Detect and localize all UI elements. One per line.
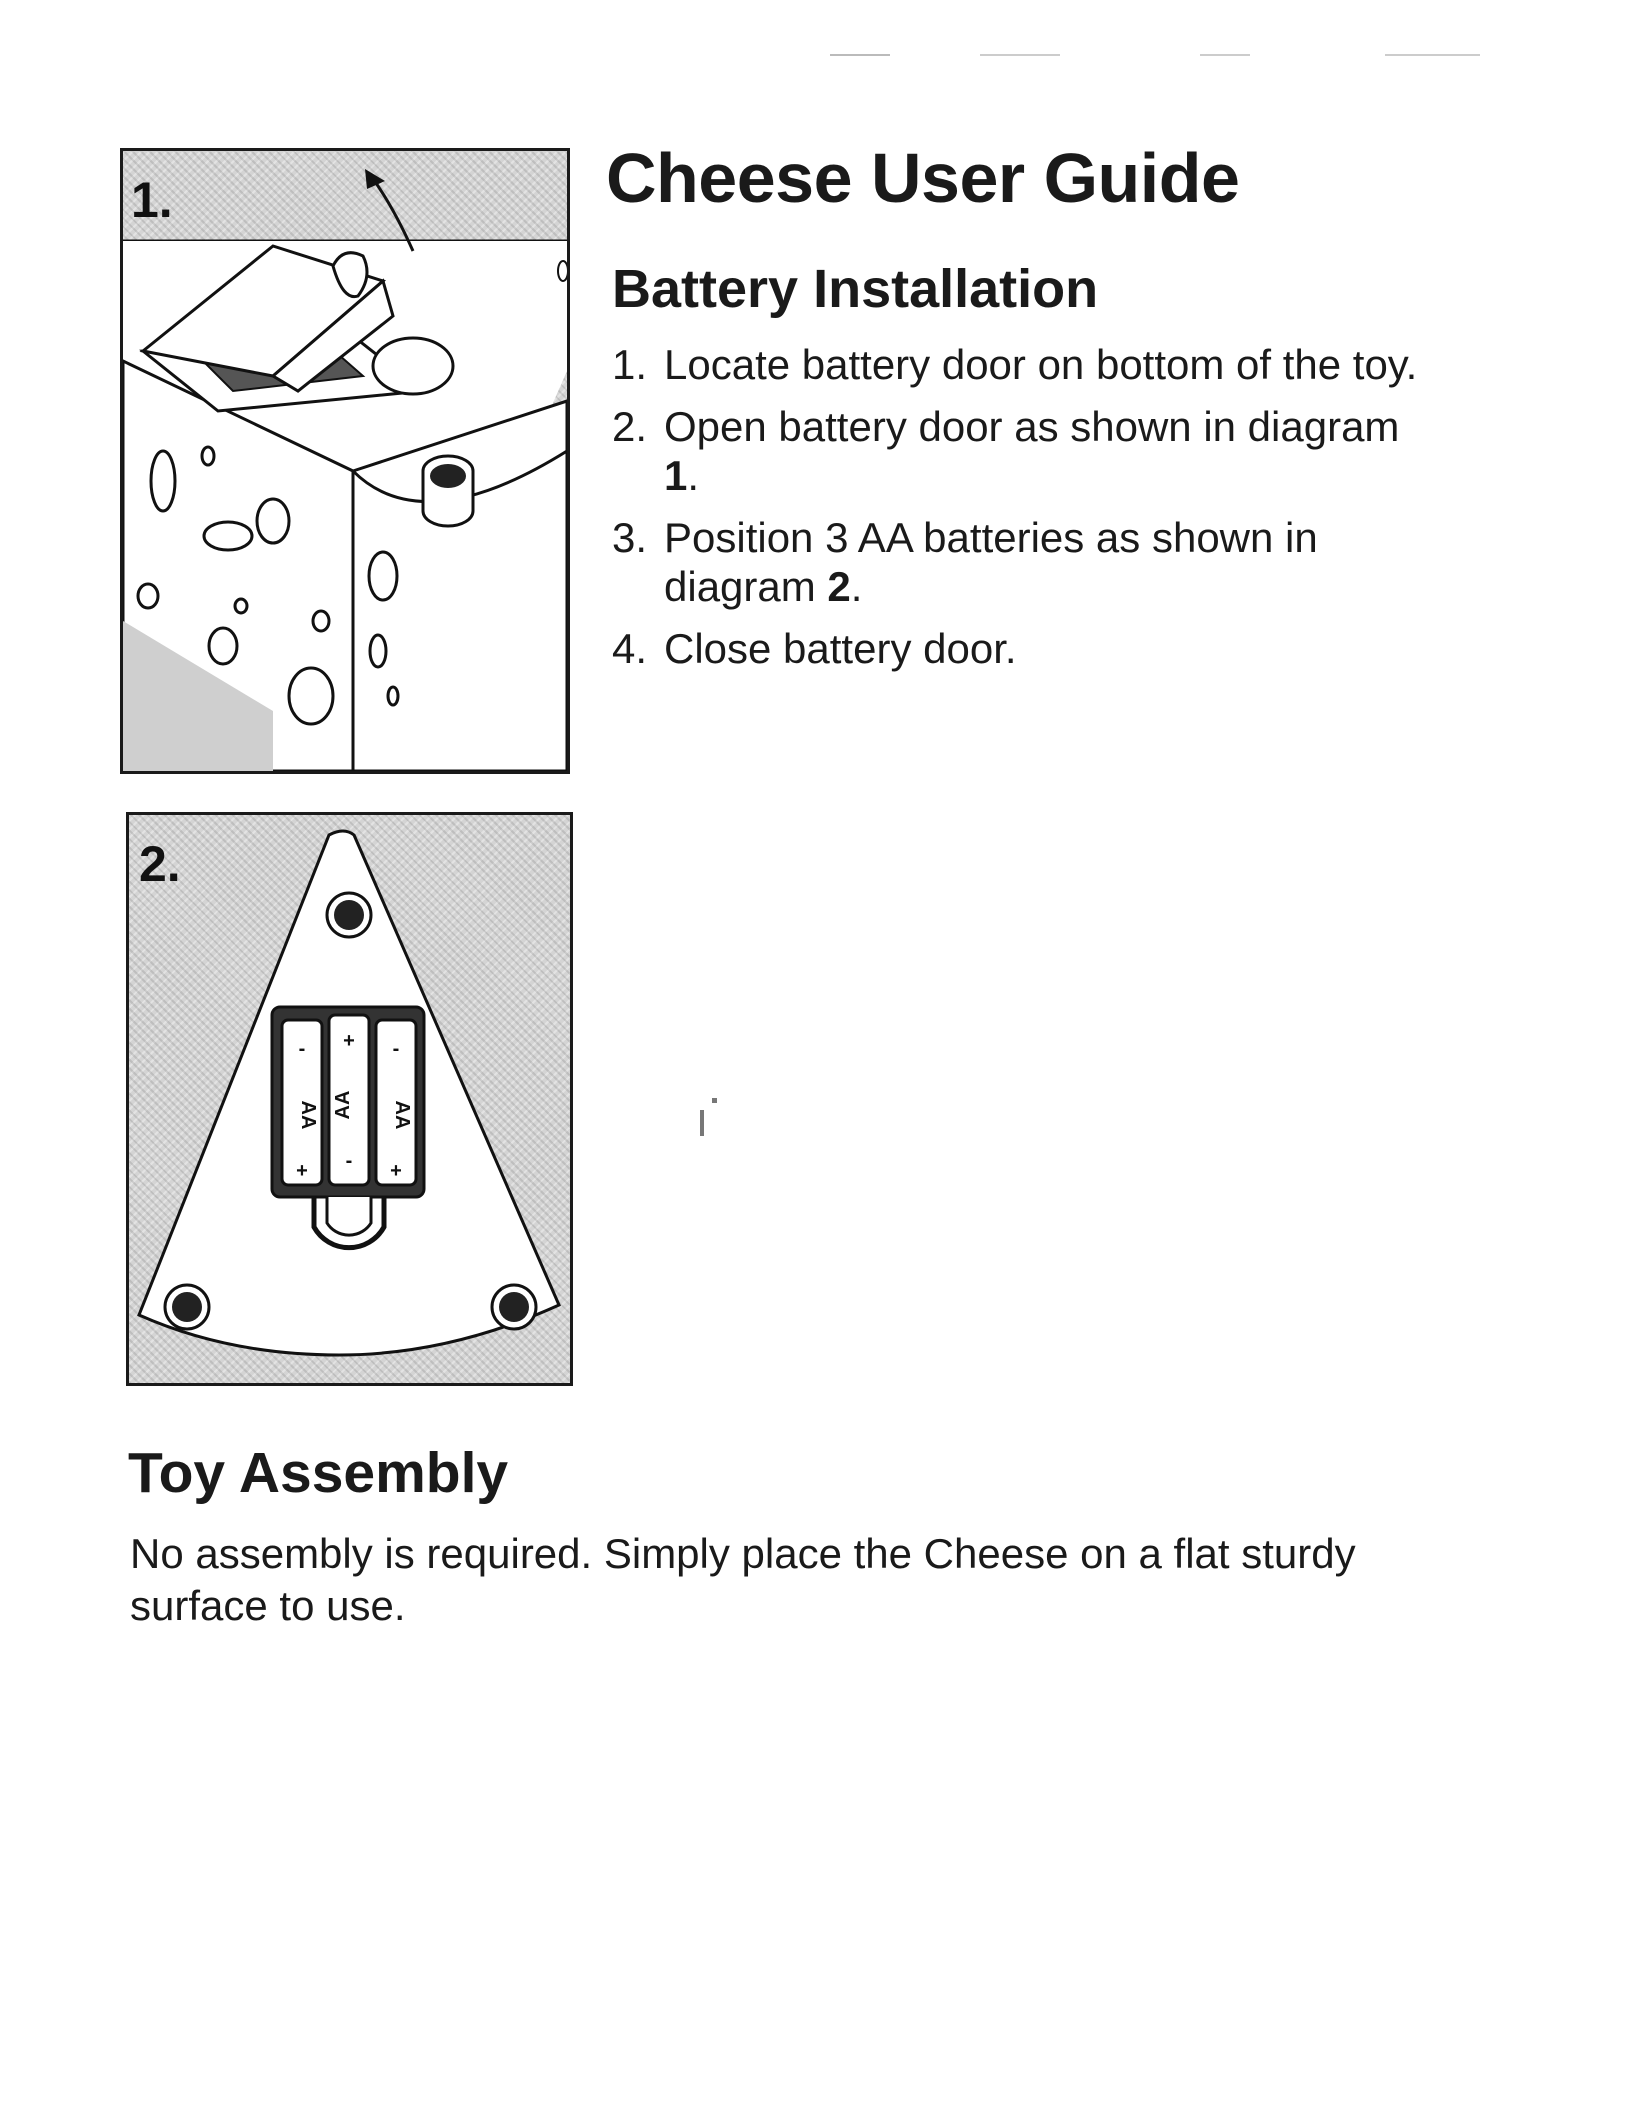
step-item [612,402,1432,500]
battery-2-minus: - [345,1150,353,1172]
diagram-ref: 2 [827,563,851,610]
battery-3-plus: + [390,1160,402,1182]
figure-2-battery-compartment [126,812,573,1386]
step-number: 2. [612,403,648,450]
battery-compartment-illustration [129,815,570,1383]
scan-speck [980,54,1060,56]
step-suffix: . [850,563,863,610]
battery-1-minus: - [298,1038,306,1060]
step-text: Locate battery door on bottom of the toy. [664,341,1418,388]
step-item [612,513,1432,611]
step-item [612,624,1432,673]
battery-installation-steps [612,340,1432,686]
battery-1-plus: + [296,1160,308,1182]
battery-1-size: AA [297,1100,319,1130]
battery-2-plus: + [343,1030,355,1052]
scan-speck [1200,54,1250,56]
step-text: Close battery door. [664,625,1017,672]
step-text [664,402,1432,500]
battery-installation-heading: Battery Installation [612,259,1099,319]
step-item [612,340,1432,389]
diagram-ref: 1 [664,452,688,499]
battery-2-size: AA [332,1090,354,1120]
scan-speck [830,54,890,56]
step-number: 1. [612,341,648,388]
step-number: 4. [612,625,648,672]
battery-3-size: AA [391,1100,413,1130]
step-text [664,513,1432,611]
toy-assembly-heading: Toy Assembly [128,1441,509,1505]
scan-speck [700,1110,704,1136]
scan-speck [712,1098,717,1103]
figure-1-open-battery-door [120,148,570,774]
step-number: 3. [612,514,648,561]
figure-1-label: 1. [131,172,173,228]
toy-assembly-text: No assembly is required. Simply place the Cheese on a flat sturdy surface to use. [130,1530,1356,1629]
page-title: Cheese User Guide [606,139,1240,217]
battery-3-minus: - [392,1038,400,1060]
scan-speck [1385,54,1480,56]
step-text-body: Open battery door as shown in diagram [664,403,1400,450]
figure-2-label: 2. [139,836,181,892]
step-suffix: . [687,452,700,499]
cheese-battery-door-illustration [123,151,567,771]
step-text-body: Position 3 AA batteries as shown in diagram [664,514,1318,610]
